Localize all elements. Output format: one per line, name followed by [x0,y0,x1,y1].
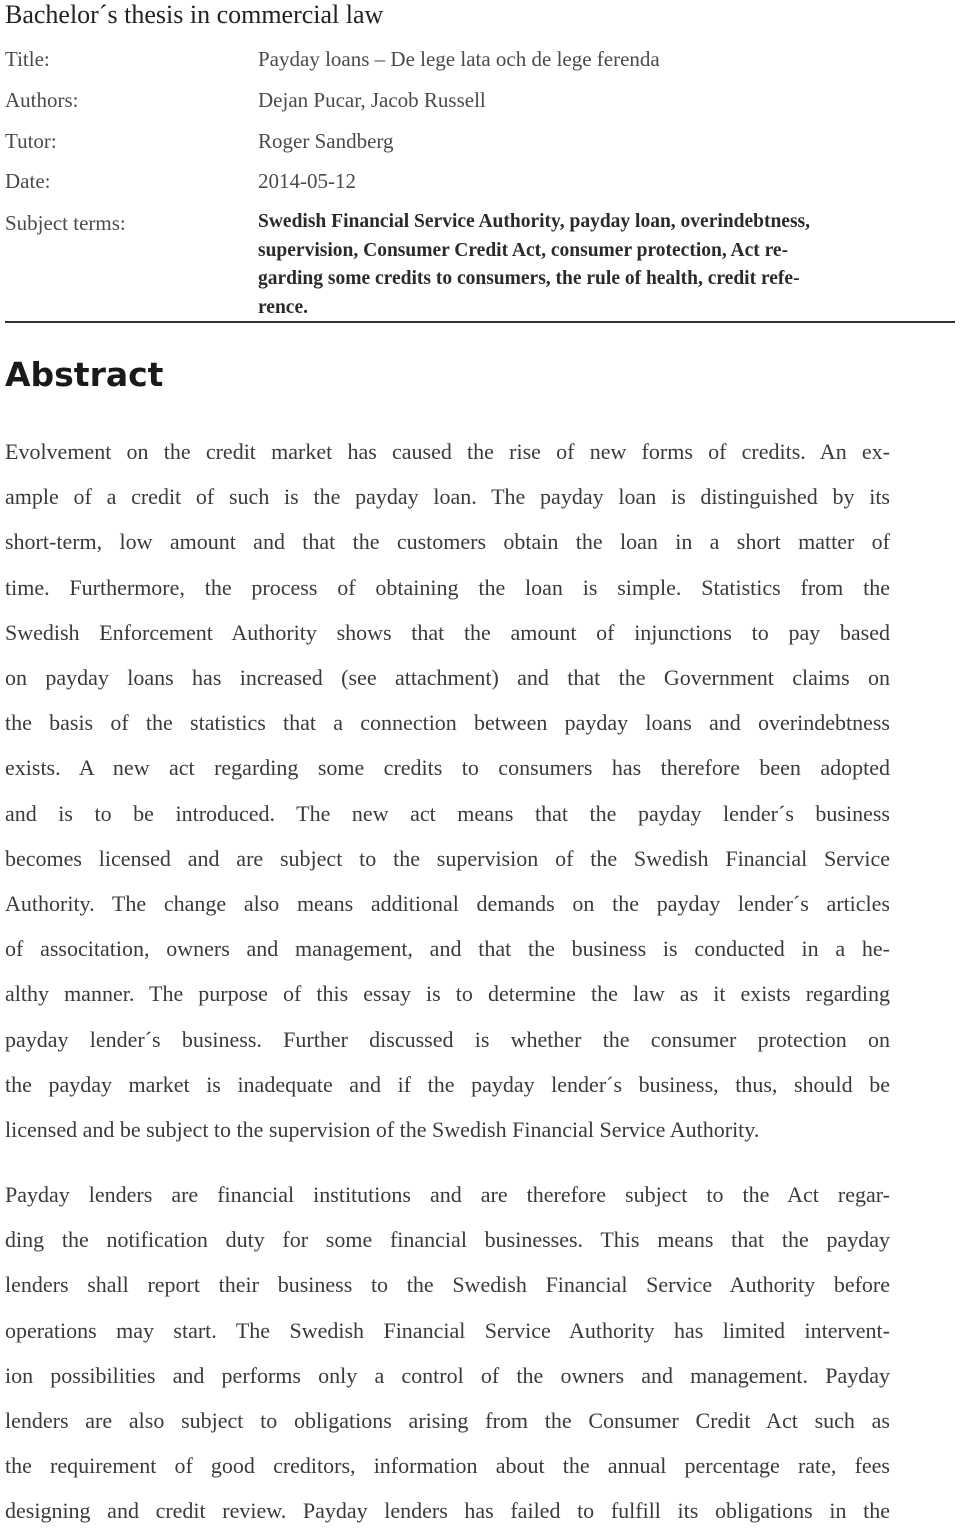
meta-value-date: 2014-05-12 [258,169,356,193]
paragraph-line: payday lender´s business. Further discussed is whether the consumer protection on [5,1026,890,1052]
subject-terms-line: rence. [258,296,308,318]
paragraph-line: exists. A new act regarding some credits to consumers has therefore been adopted [5,755,890,781]
paragraph-line: Authority. The change also means additional demands on the payday lender´s articles [5,891,890,917]
meta-label-authors: Authors: [5,88,79,112]
meta-value-tutor: Roger Sandberg [258,129,394,153]
paragraph-line: Payday lenders are financial institutions and are therefore subject to the Act regar- [5,1182,890,1207]
paragraph-line: ample of a credit of such is the payday loan. The payday loan is distinguished by its [5,484,890,510]
meta-label-title: Title: [5,47,50,71]
subject-terms-line: supervision, Consumer Credit Act, consumer protection, Act re- [258,239,789,261]
meta-label-date: Date: [5,169,51,193]
subject-terms-line: Swedish Financial Service Authority, payday loan, overindebtness, [258,211,811,232]
paragraph-line: and is to be introduced. The new act means that the payday lender´s business [5,800,890,826]
paragraph-line: the requirement of good creditors, information about the annual percentage rate, fees [5,1453,890,1479]
paragraph-line: lenders shall report their business to the Swedish Financial Service Authority before [5,1272,890,1298]
abstract-heading: Abstract [5,355,164,394]
meta-label-tutor: Tutor: [5,129,57,153]
paragraph-line: time. Furthermore, the process of obtaining the loan is simple. Statistics from the [5,574,890,600]
meta-value-title: Payday loans – De lege lata och de lege ferenda [258,47,660,71]
paragraph-line: Evolvement on the credit market has caused the rise of new forms of credits. An ex- [5,439,890,464]
paragraph-line: becomes licensed and are subject to the supervision of the Swedish Financial Service [5,845,890,871]
paragraph-line: Swedish Enforcement Authority shows that the amount of injunctions to pay based [5,619,890,645]
meta-label-subject: Subject terms: [5,211,126,235]
paragraph-line: short-term, low amount and that the customers obtain the loan in a short matter of [5,529,890,555]
subject-terms-line: garding some credits to consumers, the rule of health, credit refe- [258,268,800,289]
document-header: Bachelor´s thesis in commercial law [5,0,384,29]
paragraph-line: licensed and be subject to the supervision of the Swedish Financial Service Authority. [5,1117,760,1143]
abstract-paragraph-2 [5,1172,890,1534]
header-divider [5,321,955,323]
paragraph-line: lenders are also subject to obligations arising from the Consumer Credit Act such as [5,1408,890,1434]
abstract-paragraph-1 [5,429,890,1152]
paragraph-line: althy manner. The purpose of this essay is to determine the law as it exists regarding [5,981,890,1007]
meta-value-authors: Dejan Pucar, Jacob Russell [258,88,486,112]
paragraph-line: ion possibilities and performs only a control of the owners and management. Payday [5,1362,890,1388]
paragraph-line: on payday loans has increased (see attachment) and that the Government claims on [5,665,890,691]
subject-terms [258,208,950,322]
paragraph-line: designing and credit review. Payday lenders has failed to fulfill its obligations in the [5,1498,890,1524]
paragraph-line: operations may start. The Swedish Financial Service Authority has limited intervent- [5,1317,890,1343]
paragraph-line: of associtation, owners and management, and that the business is conducted in a he- [5,936,890,962]
paragraph-line: ding the notification duty for some financial businesses. This means that the payday [5,1227,890,1253]
paragraph-line: the payday market is inadequate and if the payday lender´s business, thus, should be [5,1071,890,1097]
paragraph-line: the basis of the statistics that a connection between payday loans and overindebtness [5,710,890,736]
